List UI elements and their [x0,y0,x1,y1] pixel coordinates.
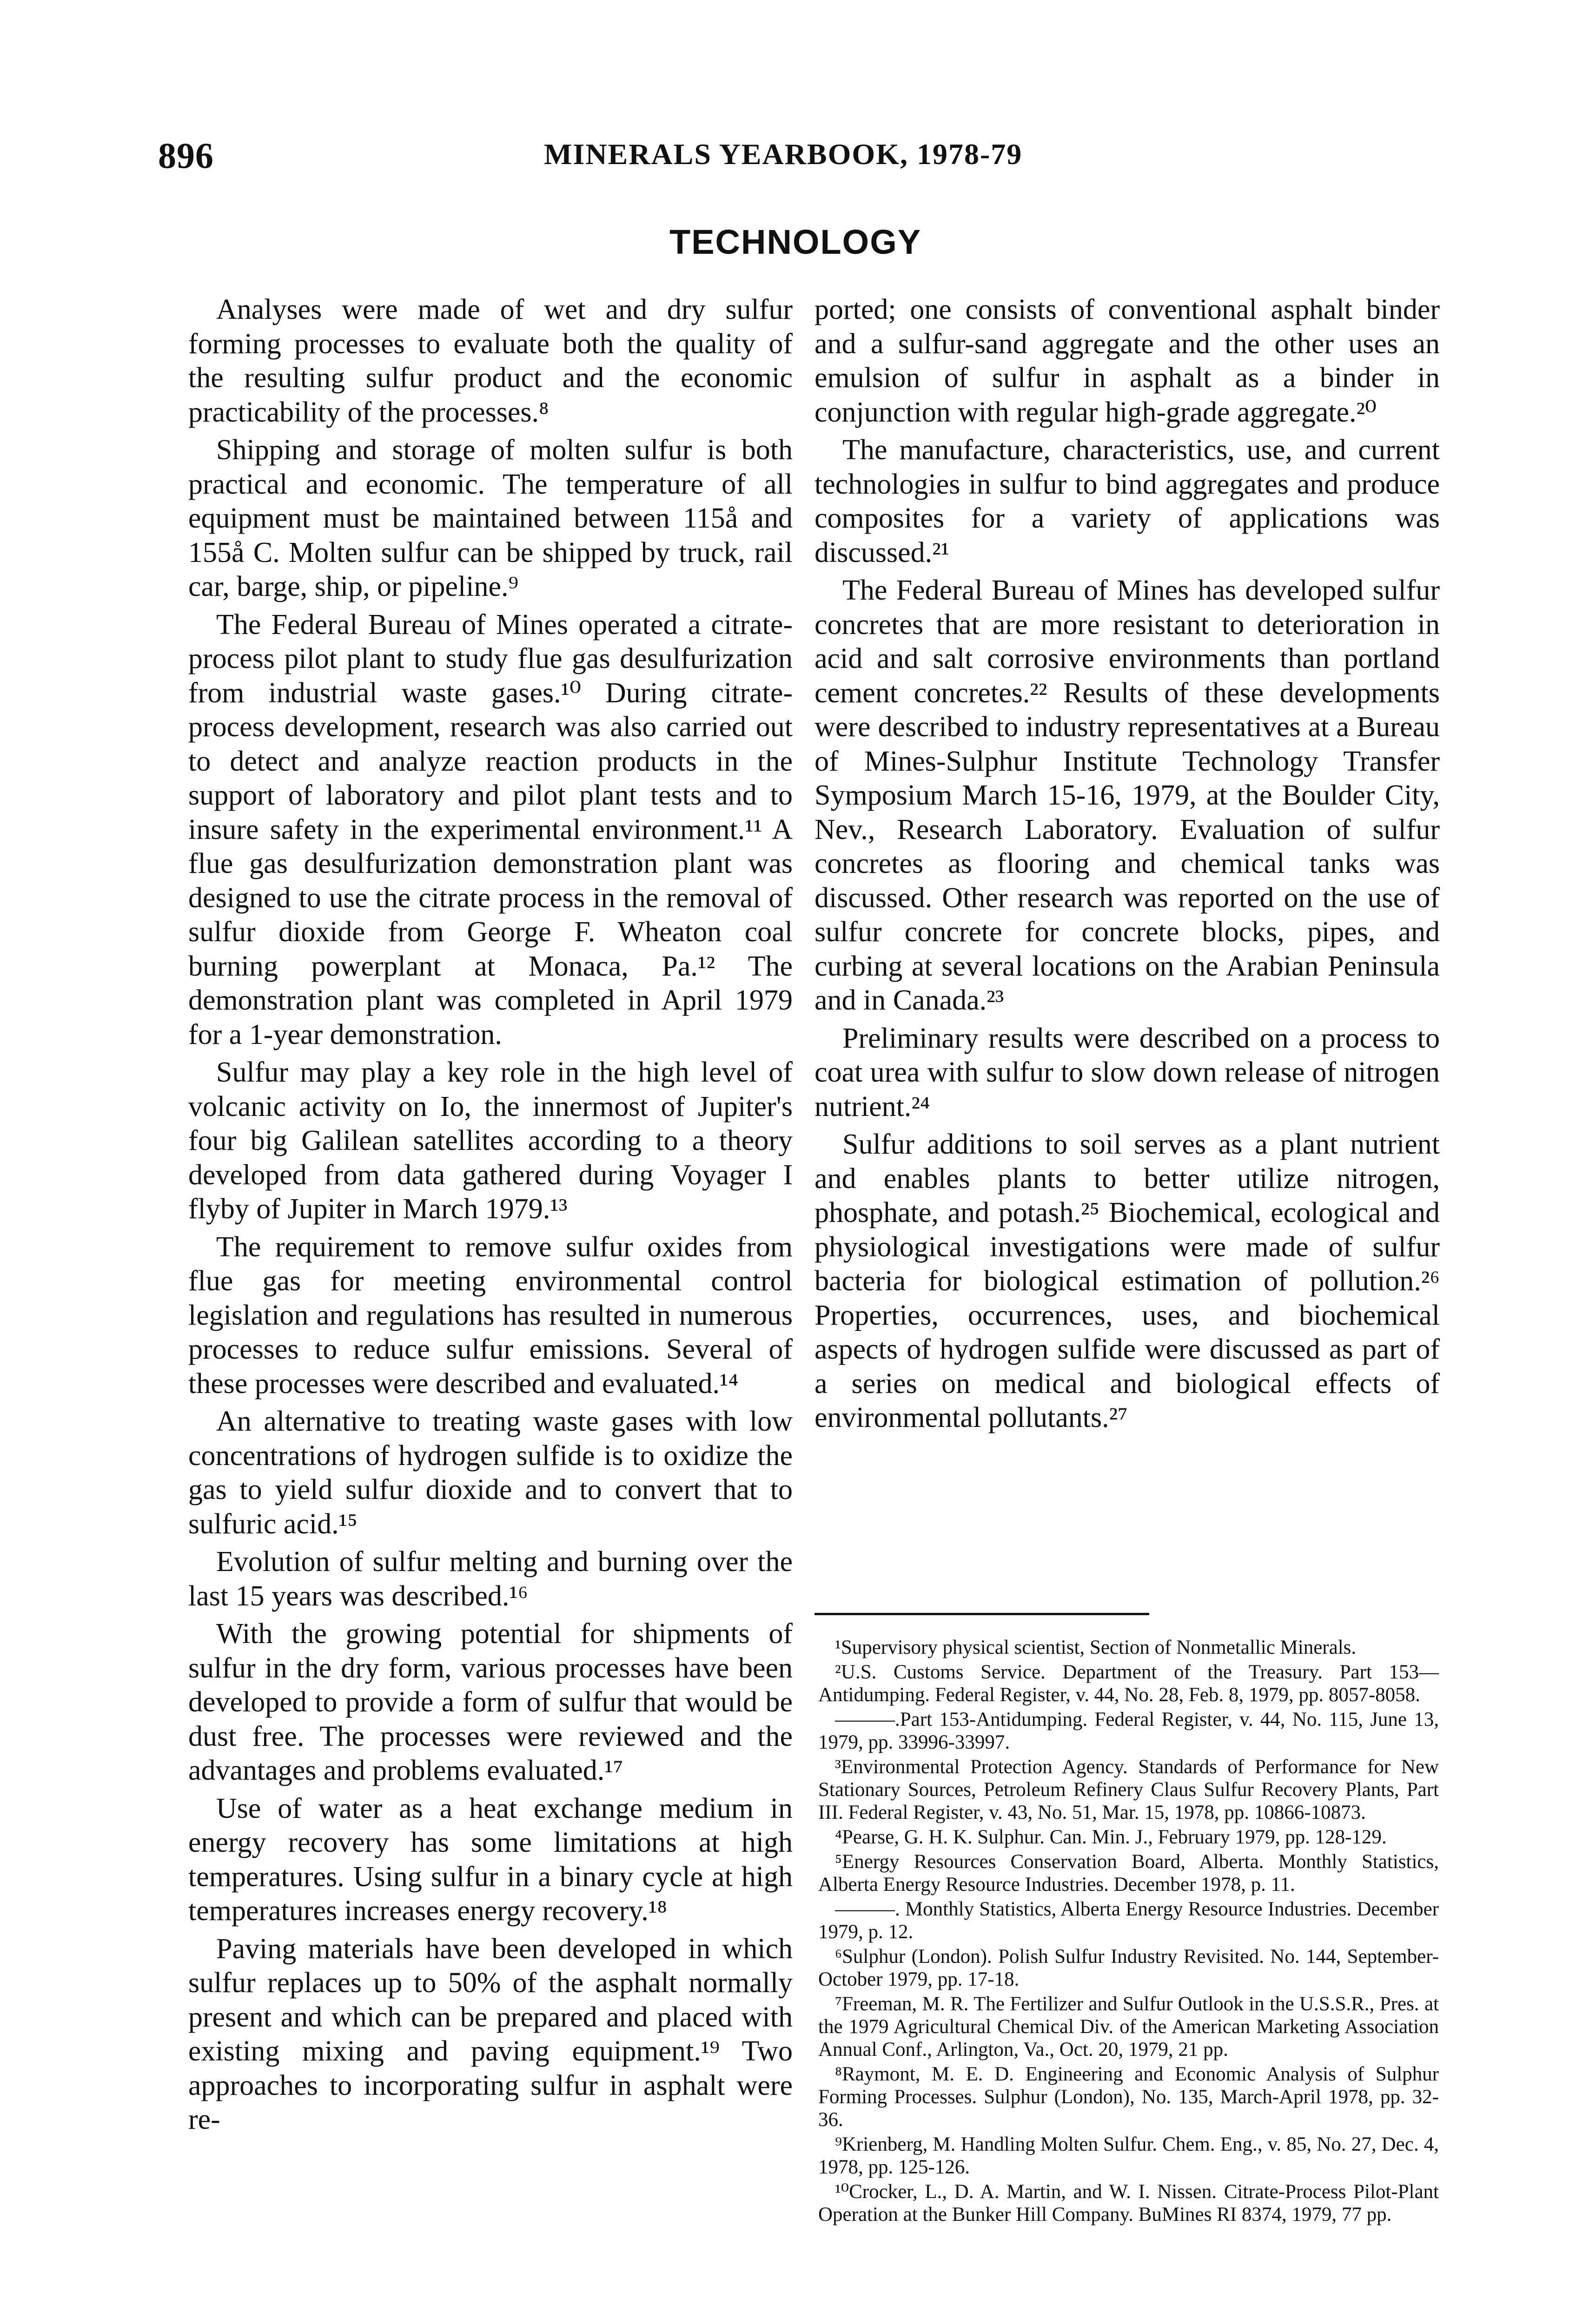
paragraph: Analyses were made of wet and dry sulfur forming processes to evaluate both the quality of the resulting sulfur product and the economic practicability of the processes.⁸ [188,294,793,428]
footnote: ⁹Krienberg, M. Handling Molten Sulfur. Chem. Eng., v. 85, No. 27, Dec. 4, 1978, pp. 125-126. [818,2133,1439,2178]
footnote: ⁵Energy Resources Conservation Board, Alberta. Monthly Statistics, Alberta Energy Resource Industries. December 1978, p. 11. [818,1851,1439,1895]
paragraph: With the growing potential for shipments of sulfur in the dry form, various processes have been developed to provide a form of sulfur that would be dust free. The processes were reviewed and the advantages and problems evaluated.¹⁷ [188,1618,793,1786]
paragraph: Evolution of sulfur melting and burning over the last 15 years was described.¹⁶ [188,1546,793,1612]
section-title: TECHNOLOGY [669,223,922,261]
footnote: ²U.S. Customs Service. Department of the Treasury. Part 153—Antidumping. Federal Register, v. 44, No. 28, Feb. 8, 1979, pp. 8057-8058. [818,1661,1439,1706]
footnote: ⁴Pearse, G. H. K. Sulphur. Can. Min. J., February 1979, pp. 128-129. [835,1826,1387,1848]
running-head: MINERALS YEARBOOK, 1978-79 [544,138,1023,171]
footnote: ⁷Freeman, M. R. The Fertilizer and Sulfur Outlook in the U.S.S.R., Pres. at the 1979 Agricultural Chemical Div. of the American Marketing Association Annual Conf., Arlington, Va., Oct. 20, 1979, 21 pp. [818,1993,1439,2060]
paragraph: The Federal Bureau of Mines has developed sulfur concretes that are more resistant to deterioration in acid and salt corrosive environments than portland cement concretes.²² Results of these developments were described to industry representatives at a Bureau of Mines-Sulphur Institute Technology Transfer Symposium March 15-16, 1979, at the Boulder City, Nev., Research Laboratory. Evaluation of sulfur concretes as flooring and chemical tanks was discussed. Other research was reported on the use of sulfur concrete for concrete blocks, pipes, and curbing at several locations on the Arabian Peninsula and in Canada.²³ [815,574,1440,1016]
footnote: ¹⁰Crocker, L., D. A. Martin, and W. I. Nissen. Citrate-Process Pilot-Plant Operation at the Bunker Hill Company. BuMines RI 8374, 1979, 77 pp. [818,2181,1439,2225]
footnote: ⁶Sulphur (London). Polish Sulfur Industry Revisited. No. 144, September-October 1979, pp. 17-18. [818,1946,1439,1990]
paragraph: The manufacture, characteristics, use, and current technologies in sulfur to bind aggregates and produce composites for a variety of applications was discussed.²¹ [815,434,1440,568]
footnote: ³Environmental Protection Agency. Standards of Performance for New Stationary Sources, Petroleum Refinery Claus Sulfur Recovery Plants, Part III. Federal Register, v. 43, No. 51, Mar. 15, 1978, pp. 10866-10873. [818,1756,1439,1823]
page-number: 896 [158,135,214,176]
footnote-divider [815,1613,1149,1615]
footnote: ———.Part 153-Antidumping. Federal Register, v. 44, No. 115, June 13, 1979, pp. 33996-33997. [818,1709,1439,1753]
paragraph: The requirement to remove sulfur oxides from flue gas for meeting environmental control legislation and regulations has resulted in numerous processes to reduce sulfur emissions. Several of these processes were described and evaluated.¹⁴ [188,1231,793,1400]
paragraph: Sulfur additions to soil serves as a plant nutrient and enables plants to better utilize nitrogen, phosphate, and potash.²⁵ Biochemical, ecological and physiological investigations were made of sulfur bacteria for biological estimation of pollution.²⁶ Properties, occurrences, uses, and biochemical aspects of hydrogen sulfide were discussed as part of a series on medical and biological effects of environmental pollutants.²⁷ [815,1129,1440,1433]
paragraph-continued: ported; one consists of conventional asphalt binder and a sulfur-sand aggregate and the other uses an emulsion of sulfur in asphalt as a binder in conjunction with regular high-grade aggregate.²⁰ [815,294,1440,428]
paragraph: Preliminary results were described on a process to coat urea with sulfur to slow down release of nitrogen nutrient.²⁴ [815,1022,1440,1122]
paragraph: The Federal Bureau of Mines operated a citrate-process pilot plant to study flue gas desulfurization from industrial waste gases.¹⁰ During citrate-process development, research was also carried out to detect and analyze reaction products in the support of laboratory and pilot plant tests and to insure safety in the experimental environment.¹¹ A flue gas desulfurization demonstration plant was designed to use the citrate process in the removal of sulfur dioxide from George F. Wheaton coal burning powerplant at Monaca, Pa.¹² The demonstration plant was completed in April 1979 for a 1-year demonstration. [188,608,793,1050]
footnotes [818,1636,1439,2228]
paragraph: Use of water as a heat exchange medium in energy recovery has some limitations at high temperatures. Using sulfur in a binary cycle at high temperatures increases energy recovery.¹⁸ [188,1792,793,1927]
paragraph: Shipping and storage of molten sulfur is both practical and economic. The temperature of all equipment must be maintained between 115å and 155å C. Molten sulfur can be shipped by truck, rail car, barge, ship, or pipeline.⁹ [188,434,793,602]
footnote: ———. Monthly Statistics, Alberta Energy Resource Industries. December 1979, p. 12. [818,1898,1439,1943]
right-column [815,293,1440,1439]
left-column [188,293,793,2141]
paragraph: Sulfur may play a key role in the high level of volcanic activity on Io, the innermost of Jupiter's four big Galilean satellites according to a theory developed from data gathered during Voyager I flyby of Jupiter in March 1979.¹³ [188,1056,793,1225]
footnote: ¹Supervisory physical scientist, Section of Nonmetallic Minerals. [835,1637,1357,1658]
paragraph: Paving materials have been developed in which sulfur replaces up to 50% of the asphalt normally present and which can be prepared and placed with existing mixing and paving equipment.¹⁹ Two approaches to incorporating sulfur in asphalt were re- [188,1933,793,2135]
paragraph: An alternative to treating waste gases with low concentrations of hydrogen sulfide is to oxidize the gas to yield sulfur dioxide and to convert that to sulfuric acid.¹⁵ [188,1406,793,1540]
footnote: ⁸Raymont, M. E. D. Engineering and Economic Analysis of Sulphur Forming Processes. Sulphur (London), No. 135, March-April 1978, pp. 32-36. [818,2063,1439,2131]
